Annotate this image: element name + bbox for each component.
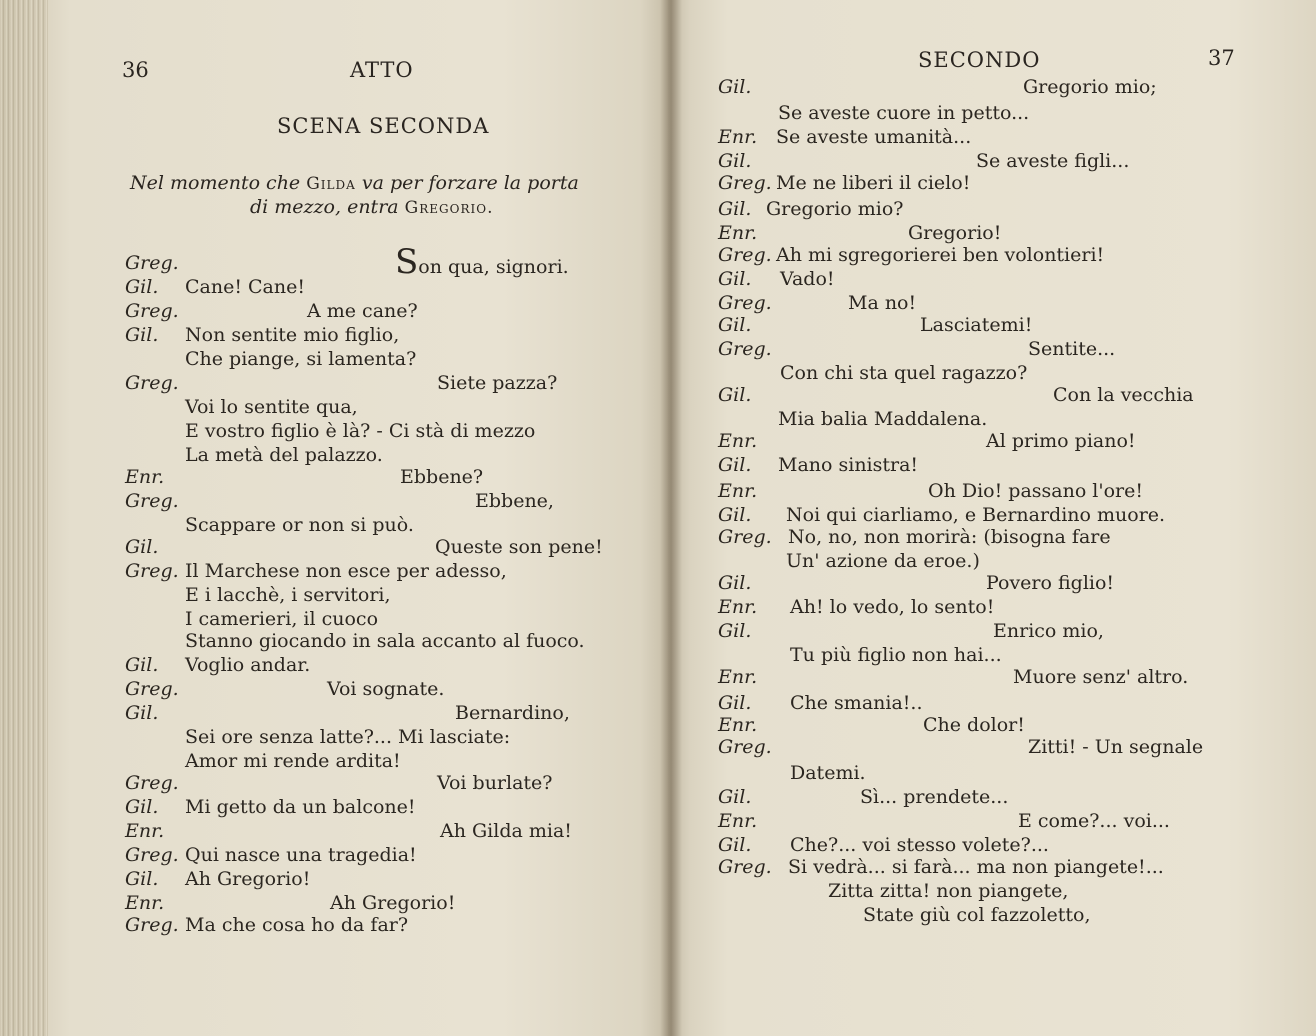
dialogue-text: Siete pazza? <box>437 372 558 394</box>
dialogue-text: Mi getto da un balcone! <box>185 796 416 818</box>
dialogue-line <box>718 644 1278 666</box>
dialogue-column <box>718 0 1278 1036</box>
dialogue-line <box>125 608 668 630</box>
speaker-name: Gil. <box>718 572 752 594</box>
dialogue-text-rest: on qua, signori. <box>418 256 569 278</box>
speaker-name: Gil. <box>718 150 752 172</box>
dialogue-text: E i lacchè, i servitori, <box>185 584 391 606</box>
dialogue-text: Ah! lo vedo, lo sento! <box>790 596 995 618</box>
dialogue-line <box>718 338 1278 360</box>
dialogue-line <box>718 666 1278 688</box>
dialogue-text: E vostro figlio è là? - Ci stà di mezzo <box>185 420 536 442</box>
dialogue-text: A me cane? <box>307 300 418 322</box>
dialogue-line <box>718 714 1278 736</box>
dialogue-line <box>718 880 1278 902</box>
dialogue-line <box>125 348 668 370</box>
initial-capital: S <box>395 242 419 282</box>
dialogue-line <box>718 430 1278 452</box>
dialogue-text: Un' azione da eroe.) <box>786 550 980 572</box>
speaker-name: Greg. <box>125 372 179 394</box>
dialogue-line <box>718 314 1278 336</box>
dialogue-line <box>125 372 668 394</box>
dialogue-text: E come?... voi... <box>1018 810 1170 832</box>
speaker-name: Enr. <box>125 466 165 488</box>
stage-direction-text: Nel momento che <box>130 172 307 194</box>
speaker-name: Greg. <box>718 526 772 548</box>
speaker-name: Enr. <box>718 126 758 148</box>
dialogue-line <box>125 444 668 466</box>
character-name: Gregorio. <box>404 198 494 218</box>
dialogue-text: Gregorio mio; <box>1023 76 1157 98</box>
stage-direction-text: va per forzare la porta <box>355 172 579 194</box>
speaker-name: Enr. <box>125 820 165 842</box>
speaker-name: Greg. <box>125 300 179 322</box>
speaker-name: Enr. <box>718 222 758 244</box>
dialogue-text: Voi burlate? <box>437 772 553 794</box>
dialogue-line <box>718 762 1278 784</box>
speaker-name: Greg. <box>125 914 179 936</box>
dialogue-text: Che smania!.. <box>790 692 923 714</box>
dialogue-text: Enrico mio, <box>993 620 1104 642</box>
dialogue-text: Vado! <box>780 268 835 290</box>
page-edges <box>0 0 48 1036</box>
dialogue-line <box>718 198 1278 220</box>
dialogue-text: State giù col fazzoletto, <box>863 904 1091 926</box>
dialogue-line <box>125 584 668 606</box>
dialogue-line <box>718 480 1278 502</box>
speaker-name: Greg. <box>718 244 772 266</box>
dialogue-line <box>125 914 668 936</box>
dialogue-line <box>125 844 668 866</box>
dialogue-line <box>718 904 1278 926</box>
speaker-name: Greg. <box>125 252 179 274</box>
dialogue-text: Mano sinistra! <box>778 454 919 476</box>
dialogue-line <box>718 504 1278 526</box>
speaker-name: Gil. <box>718 314 752 336</box>
dialogue-line <box>718 172 1278 194</box>
dialogue-line <box>125 702 668 724</box>
dialogue-line <box>125 892 668 914</box>
speaker-name: Gil. <box>718 454 752 476</box>
dialogue-line <box>125 276 668 298</box>
dialogue-text <box>395 242 569 282</box>
dialogue-text: Voglio andar. <box>185 654 311 676</box>
dialogue-text: La metà del palazzo. <box>185 444 383 466</box>
dialogue-text: Si vedrà... si farà... ma non piangete!... <box>788 856 1164 878</box>
speaker-name: Enr. <box>718 480 758 502</box>
speaker-name: Gil. <box>718 692 752 714</box>
dialogue-line <box>125 820 668 842</box>
dialogue-text: Con chi sta quel ragazzo? <box>780 362 1028 384</box>
dialogue-text: Oh Dio! passano l'ore! <box>928 480 1144 502</box>
dialogue-line <box>718 810 1278 832</box>
dialogue-line <box>125 726 668 748</box>
dialogue-line <box>718 292 1278 314</box>
speaker-name: Greg. <box>125 490 179 512</box>
stage-direction-text: di mezzo, entra <box>250 196 405 218</box>
dialogue-text: Ah Gregorio! <box>330 892 456 914</box>
dialogue-text: Amor mi rende ardita! <box>185 750 401 772</box>
dialogue-text: Muore senz' altro. <box>1013 666 1189 688</box>
speaker-name: Gil. <box>125 868 159 890</box>
dialogue-line <box>718 620 1278 642</box>
page-number: 37 <box>1208 46 1235 70</box>
speaker-name: Enr. <box>125 892 165 914</box>
speaker-name: Gil. <box>718 76 752 98</box>
dialogue-text: Gregorio! <box>908 222 1002 244</box>
dialogue-text: Datemi. <box>790 762 866 784</box>
speaker-name: Greg. <box>718 292 772 314</box>
book-gutter <box>660 0 682 1036</box>
dialogue-line <box>718 102 1278 124</box>
speaker-name: Gil. <box>718 786 752 808</box>
speaker-name: Gil. <box>718 620 752 642</box>
dialogue-line <box>718 76 1278 98</box>
speaker-name: Enr. <box>718 666 758 688</box>
dialogue-text: Voi sognate. <box>327 678 445 700</box>
dialogue-line <box>125 654 668 676</box>
dialogue-text: Al primo piano! <box>986 430 1136 452</box>
dialogue-line <box>718 596 1278 618</box>
dialogue-text: Sei ore senza latte?... Mi lasciate: <box>185 726 511 748</box>
dialogue-line <box>125 420 668 442</box>
dialogue-line <box>125 560 668 582</box>
dialogue-text: Ma no! <box>848 292 917 314</box>
dialogue-text: Voi lo sentite qua, <box>185 396 358 418</box>
dialogue-text: Ma che cosa ho da far? <box>185 914 409 936</box>
dialogue-line <box>718 150 1278 172</box>
speaker-name: Gil. <box>125 276 159 298</box>
speaker-name: Gil. <box>125 324 159 346</box>
dialogue-line <box>125 324 668 346</box>
dialogue-text: Scappare or non si può. <box>185 514 414 536</box>
dialogue-line <box>125 678 668 700</box>
dialogue-text: Sentite... <box>1028 338 1116 360</box>
dialogue-text: Queste son pene! <box>435 536 603 558</box>
dialogue-text: Se aveste cuore in petto... <box>778 102 1030 124</box>
running-head: ATTO <box>350 58 414 82</box>
dialogue-line <box>718 362 1278 384</box>
dialogue-line <box>125 490 668 512</box>
running-head: SECONDO <box>918 48 1041 72</box>
speaker-name: Greg. <box>718 172 772 194</box>
dialogue-line <box>125 630 668 652</box>
dialogue-line <box>718 244 1278 266</box>
dialogue-line <box>125 868 668 890</box>
speaker-name: Gil. <box>125 654 159 676</box>
speaker-name: Gil. <box>718 834 752 856</box>
speaker-name: Gil. <box>125 702 159 724</box>
dialogue-line <box>125 466 668 488</box>
dialogue-text: Che?... voi stesso volete?... <box>790 834 1049 856</box>
dialogue-text: Gregorio mio? <box>766 198 904 220</box>
dialogue-line <box>125 396 668 418</box>
dialogue-text: Ebbene? <box>400 466 484 488</box>
dialogue-text: Con la vecchia <box>1053 384 1194 406</box>
speaker-name: Gil. <box>125 536 159 558</box>
speaker-name: Enr. <box>718 714 758 736</box>
scene-title: SCENA SECONDA <box>277 114 490 138</box>
dialogue-text: Noi qui ciarliamo, e Bernardino muore. <box>786 504 1166 526</box>
dialogue-text: Stanno giocando in sala accanto al fuoco. <box>185 630 585 652</box>
dialogue-text: Che dolor! <box>923 714 1025 736</box>
dialogue-text: Povero figlio! <box>986 572 1115 594</box>
dialogue-text: Qui nasce una tragedia! <box>185 844 417 866</box>
speaker-name: Greg. <box>718 736 772 758</box>
speaker-name: Greg. <box>125 772 179 794</box>
dialogue-line <box>125 750 668 772</box>
dialogue-text: I camerieri, il cuoco <box>185 608 379 630</box>
speaker-name: Enr. <box>718 810 758 832</box>
speaker-name: Enr. <box>718 596 758 618</box>
dialogue-line <box>718 384 1278 406</box>
dialogue-text: Cane! Cane! <box>185 276 306 298</box>
dialogue-line <box>718 692 1278 714</box>
dialogue-line <box>718 856 1278 878</box>
right-page <box>668 0 1316 1036</box>
dialogue-line <box>718 526 1278 548</box>
speaker-name: Enr. <box>718 430 758 452</box>
dialogue-text: Se aveste figli... <box>976 150 1130 172</box>
dialogue-text: Non sentite mio figlio, <box>185 324 400 346</box>
speaker-name: Greg. <box>125 560 179 582</box>
speaker-name: Gil. <box>125 796 159 818</box>
dialogue-text: Il Marchese non esce per adesso, <box>185 560 507 582</box>
dialogue-text: Bernardino, <box>455 702 570 724</box>
dialogue-line <box>718 736 1278 758</box>
dialogue-column <box>125 0 645 1036</box>
dialogue-text: Tu più figlio non hai... <box>790 644 1002 666</box>
speaker-name: Gil. <box>718 504 752 526</box>
dialogue-text: Ebbene, <box>475 490 554 512</box>
speaker-name: Gil. <box>718 268 752 290</box>
speaker-name: Greg. <box>125 844 179 866</box>
speaker-name: Greg. <box>125 678 179 700</box>
dialogue-text: Se aveste umanità... <box>776 126 972 148</box>
dialogue-line <box>718 550 1278 572</box>
dialogue-line <box>125 300 668 322</box>
dialogue-line <box>718 572 1278 594</box>
dialogue-line <box>718 834 1278 856</box>
dialogue-line <box>125 514 668 536</box>
dialogue-line <box>718 454 1278 476</box>
dialogue-text: Ah Gregorio! <box>185 868 311 890</box>
speaker-name: Greg. <box>718 338 772 360</box>
dialogue-line <box>125 536 668 558</box>
speaker-name: Gil. <box>718 198 752 220</box>
character-name: Gilda <box>306 174 356 194</box>
speaker-name: Gil. <box>718 384 752 406</box>
dialogue-line <box>125 242 668 282</box>
dialogue-text: Zitta zitta! non piangete, <box>828 880 1069 902</box>
dialogue-line <box>718 126 1278 148</box>
dialogue-line <box>125 772 668 794</box>
dialogue-text: Sì... prendete... <box>860 786 1009 808</box>
dialogue-line <box>718 268 1278 290</box>
dialogue-text: Zitti! - Un segnale <box>1028 736 1204 758</box>
dialogue-text: Lasciatemi! <box>920 314 1033 336</box>
dialogue-text: Mia balia Maddalena. <box>778 408 988 430</box>
speaker-name: Greg. <box>718 856 772 878</box>
dialogue-text: Ah Gilda mia! <box>440 820 572 842</box>
dialogue-text: No, no, non morirà: (bisogna fare <box>788 526 1111 548</box>
dialogue-line <box>125 796 668 818</box>
dialogue-line <box>718 222 1278 244</box>
page-number: 36 <box>122 58 149 82</box>
dialogue-text: Ah mi sgregorierei ben volontieri! <box>776 244 1105 266</box>
dialogue-text: Che piange, si lamenta? <box>185 348 417 370</box>
dialogue-line <box>718 786 1278 808</box>
dialogue-text: Me ne liberi il cielo! <box>776 172 971 194</box>
dialogue-line <box>718 408 1278 430</box>
